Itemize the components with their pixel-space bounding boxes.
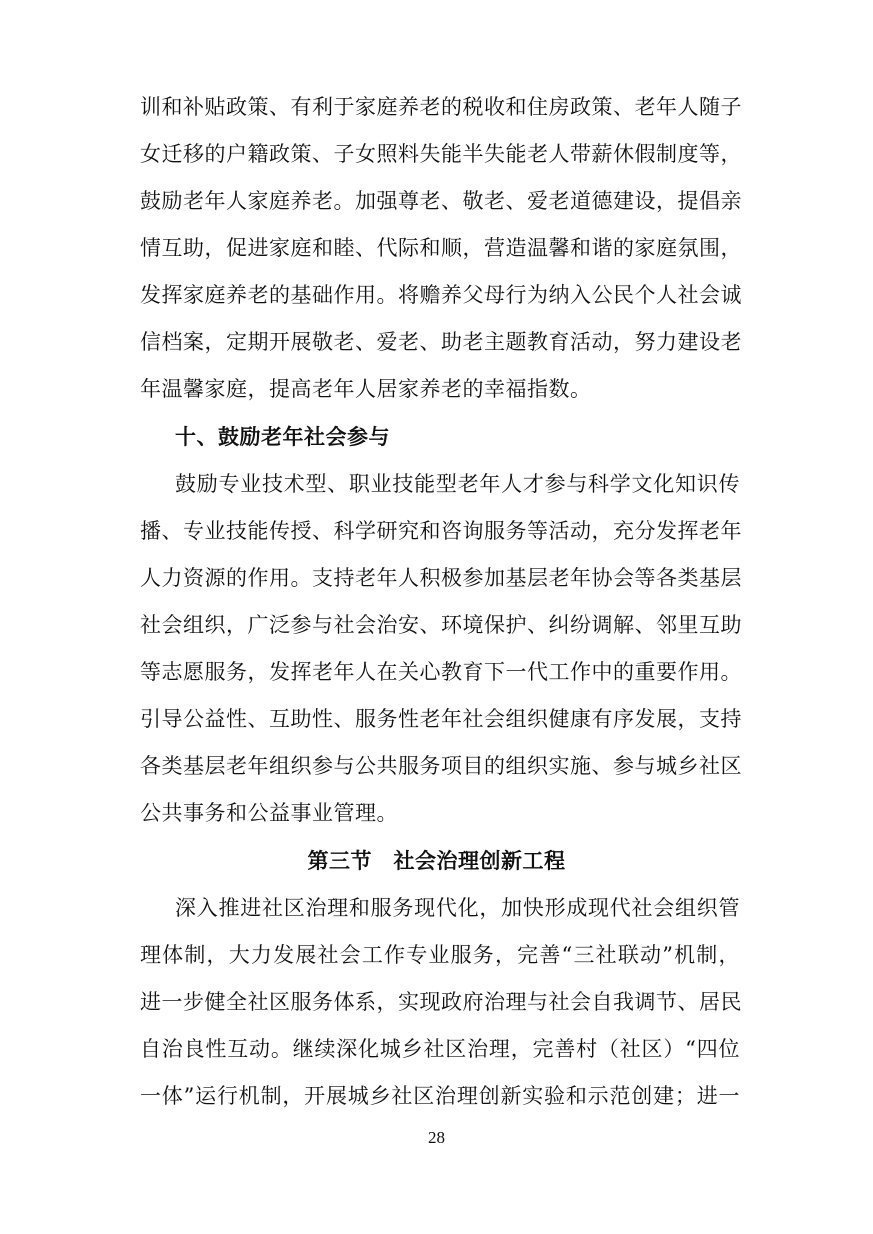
paragraph-line: 深入推进社区治理和服务现代化，加快形成现代社会组织管 [175, 896, 740, 920]
heading-encourage-social-participation: 十、鼓励老年社会参与 [175, 425, 390, 449]
paragraph-line: 年温馨家庭，提高老年人居家养老的幸福指数。 [140, 377, 592, 401]
paragraph-line: 情互助，促进家庭和睦、代际和顺，营造温馨和谐的家庭氛围， [140, 236, 742, 260]
paragraph-line: 一体”运行机制，开展城乡社区治理创新实验和示范创建；进一 [140, 1084, 740, 1108]
paragraph-line: 公共事务和公益事业管理。 [140, 801, 398, 825]
paragraph-line: 进一步健全社区服务体系，实现政府治理与社会自我调节、居民 [140, 990, 742, 1014]
paragraph-line: 引导公益性、互助性、服务性老年社会组织健康有序发展，支持 [140, 707, 742, 731]
paragraph-line: 人力资源的作用。支持老年人积极参加基层老年协会等各类基层 [140, 566, 742, 590]
paragraph-line: 女迁移的户籍政策、子女照料失能半失能老人带薪休假制度等， [140, 142, 742, 166]
page-number: 28 [428, 1128, 445, 1147]
paragraph-line: 鼓励老年人家庭养老。加强尊老、敬老、爱老道德建设，提倡亲 [140, 189, 742, 213]
section-title: 第三节 社会治理创新工程 [307, 849, 566, 873]
paragraph-line: 发挥家庭养老的基础作用。将赡养父母行为纳入公民个人社会诚 [140, 283, 742, 307]
paragraph-line: 播、专业技能传授、科学研究和咨询服务等活动，充分发挥老年 [140, 519, 742, 543]
paragraph-line: 鼓励专业技术型、职业技能型老年人才参与科学文化知识传 [175, 472, 740, 496]
paragraph-line: 等志愿服务，发挥老年人在关心教育下一代工作中的重要作用。 [140, 660, 742, 684]
paragraph-line: 训和补贴政策、有利于家庭养老的税收和住房政策、老年人随子 [140, 95, 742, 119]
paragraph-line: 社会组织，广泛参与社会治安、环境保护、纠纷调解、邻里互助 [140, 613, 742, 637]
paragraph-line: 信档案，定期开展敬老、爱老、助老主题教育活动，努力建设老 [140, 330, 742, 354]
paragraph-line: 各类基层老年组织参与公共服务项目的组织实施、参与城乡社区 [140, 754, 742, 778]
paragraph-line: 理体制，大力发展社会工作专业服务，完善“三社联动”机制， [140, 943, 740, 967]
paragraph-line: 自治良性互动。继续深化城乡社区治理，完善村（社区）“四位 [140, 1037, 740, 1061]
